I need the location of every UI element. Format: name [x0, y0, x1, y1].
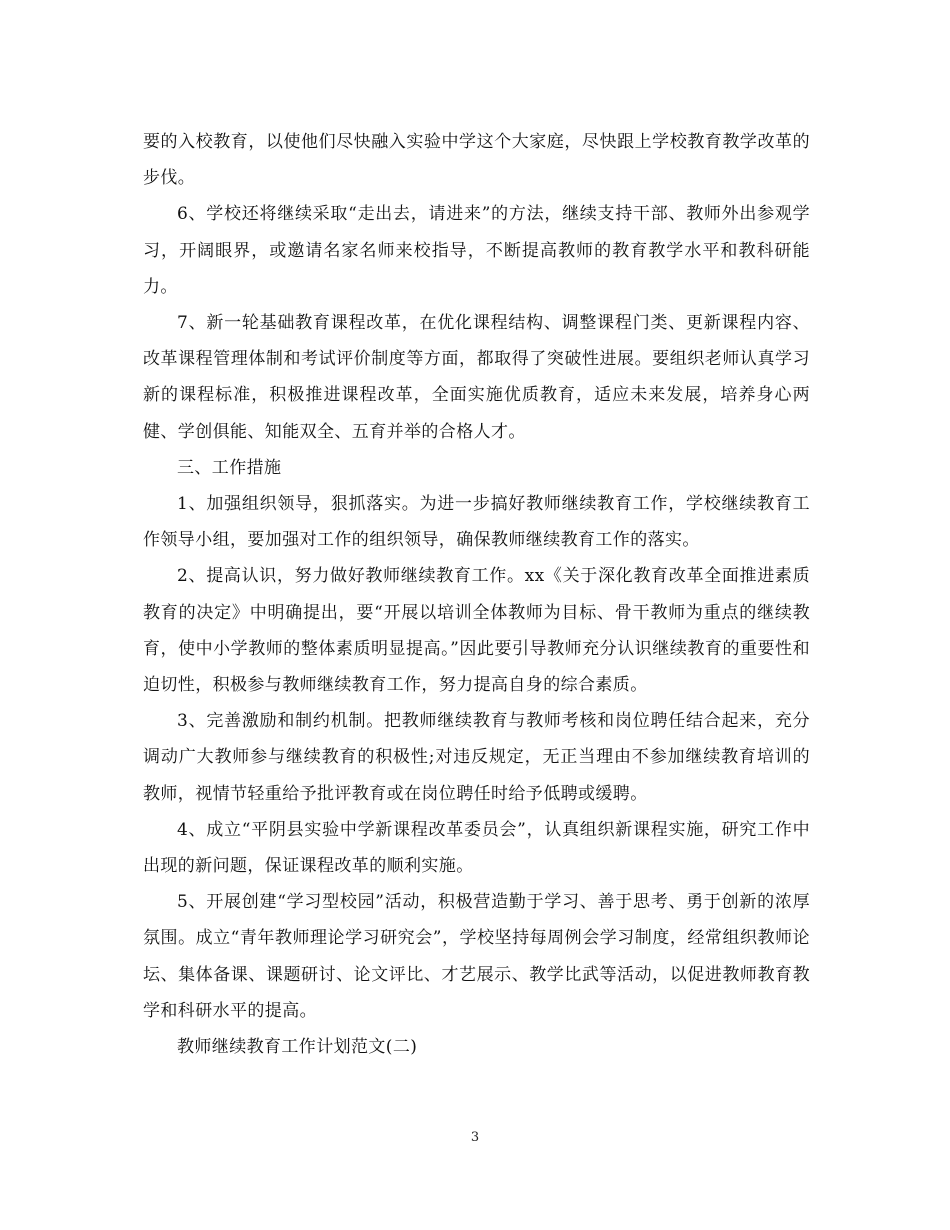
paragraph-measure-2: 2、提高认识，努力做好教师继续教育工作。xx《关于深化教育改革全面推进素质教育的决定》中明确提出，要“开展以培训全体教师为目标、骨干教师为重点的继续教育，使中小学教师的整体素质明显提高。”因此要引导教师充分认识继续教育的重要性和迫切性，积极参与教师继续教育工作，努力提高自身的综合素质。 — [143, 566, 810, 696]
document-body — [143, 124, 810, 1065]
paragraph-measure-5: 5、开展创建“学习型校园”活动，积极营造勤于学习、善于思考、勇于创新的浓厚氛围。成立“青年教师理论学习研究会”，学校坚持每周例会学习制度，经常组织教师论坛、集体备课、课题研讨、论文评比、才艺展示、教学比武等活动，以促进教师教育教学和科研水平的提高。 — [143, 892, 810, 1021]
page-number: 3 — [470, 1130, 480, 1145]
paragraph-measure-1: 1、加强组织领导，狠抓落实。为进一步搞好教师继续教育工作，学校继续教育工作领导小组，要加强对工作的组织领导，确保教师继续教育工作的落实。 — [143, 494, 810, 551]
paragraph-continuation: 要的入校教育，以使他们尽快融入实验中学这个大家庭，尽快跟上学校教育教学改革的步伐。 — [143, 132, 810, 189]
paragraph-item-7: 7、新一轮基础教育课程改革，在优化课程结构、调整课程门类、更新课程内容、改革课程管理体制和考试评价制度等方面，都取得了突破性进展。要组织老师认真学习新的课程标准，积极推进课程改革，全面实施优质教育，适应未来发展，培养身心两健、学创俱能、知能双全、五育并举的合格人才。 — [143, 313, 810, 442]
next-section-title: 教师继续教育工作计划范文(二) — [177, 1037, 418, 1058]
paragraph-measure-3: 3、完善激励和制约机制。把教师继续教育与教师考核和岗位聘任结合起来，充分调动广大教师参与继续教育的积极性;对违反规定，无正当理由不参加继续教育培训的教师，视情节轻重给予批评教育或在岗位聘任时给予低聘或缓聘。 — [143, 711, 810, 804]
paragraph-item-6: 6、学校还将继续采取“走出去，请进来”的方法，继续支持干部、教师外出参观学习，开阔眼界，或邀请名家名师来校指导，不断提高教师的教育教学水平和教科研能力。 — [143, 204, 810, 297]
paragraph-measure-4: 4、成立“平阴县实验中学新课程改革委员会”，认真组织新课程实施，研究工作中出现的新问题，保证课程改革的顺利实施。 — [143, 819, 810, 877]
section-heading-measures: 三、工作措施 — [177, 457, 282, 478]
